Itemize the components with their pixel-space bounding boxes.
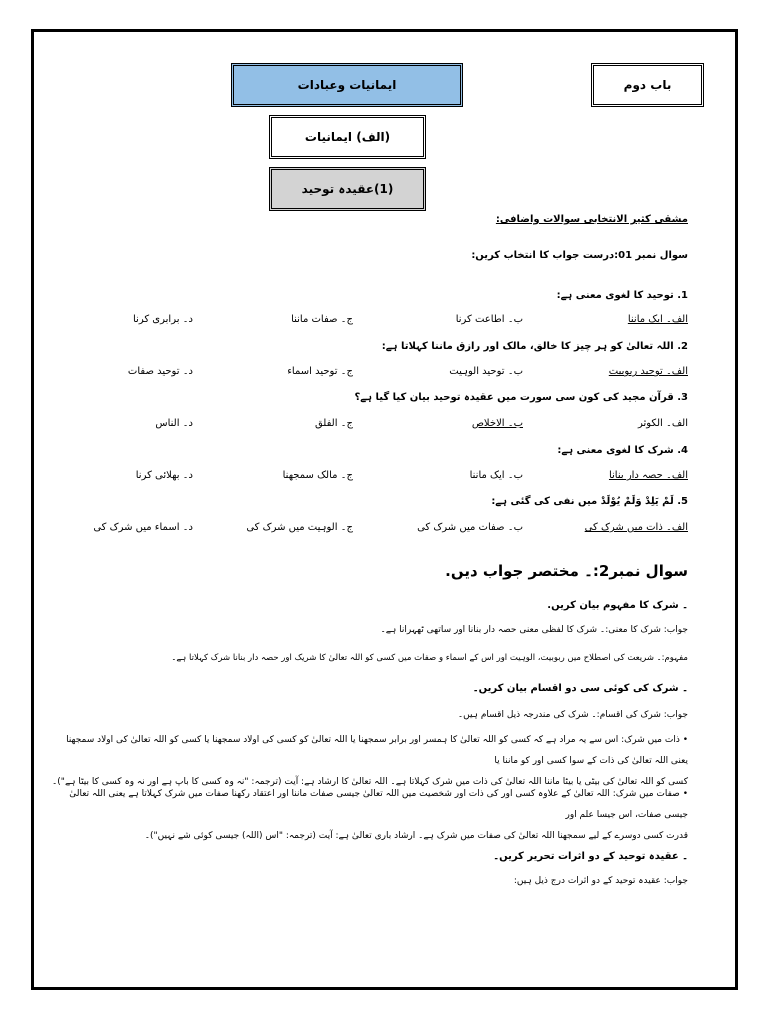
- mcq-option: الف۔ حصہ دار بنانا: [608, 470, 688, 481]
- mcq-options-row: [68, 522, 688, 538]
- short-question: ۔ شرک کا مفہوم بیان کریں.: [547, 600, 688, 611]
- mcq-option: ب۔ الاخلاص: [471, 418, 523, 429]
- topic-title: (1)عقیدہ توحید: [269, 167, 426, 211]
- q2-heading: سوال نمبر2:۔ مختصر جواب دیں.: [445, 562, 688, 580]
- mcq-question: 3. قرآن مجید کی کون سی سورت میں عقیدہ توحید بیان کیا گیا ہے؟: [354, 392, 688, 403]
- mcq-option: الف۔ ایک ماننا: [627, 314, 688, 325]
- bullet-line: • صفات میں شرک: اللہ تعالیٰ کے علاوہ کسی اور کی ذات اور شخصیت میں اللہ تعالیٰ جیسی صفات ماننا اور اعتقاد رکھنا صفات میں شرک کہلاتا ہے یعنی اللہ تعالیٰ جیسی صفات، اس جیسا علم اور: [69, 789, 688, 820]
- short-answer: جواب: شرک کی اقسام:۔ شرک کی مندرجہ ذیل اقسام ہیں۔: [457, 710, 688, 720]
- mcq-option: د۔ برابری کرنا: [133, 314, 193, 325]
- short-answer: جواب: عقیدہ توحید کے دو اثرات درج ذیل ہیں:: [513, 876, 688, 886]
- section-title: (الف) ایمانیات: [269, 115, 426, 159]
- mcq-option: ج۔ الفلق: [314, 418, 353, 429]
- mcq-option: ب۔ صفات میں شرک کی: [417, 522, 523, 533]
- mcq-option: د۔ توحید صفات: [127, 366, 193, 377]
- mcq-option: ب۔ توحید الوہیت: [449, 366, 523, 377]
- short-answer: جواب: شرک کا معنی:۔ شرک کا لفظی معنی حصہ دار بنانا اور ساتھی ٹھہرانا ہے۔: [380, 625, 688, 635]
- bullet-line: • ذات میں شرک: اس سے یہ مراد ہے کہ کسی کو اللہ تعالیٰ کا ہمسر اور برابر سمجھنا یا اللہ تعالیٰ کو کسی کی اولاد سمجھنا یا کسی کو اللہ تعالیٰ کی اولاد سمجھنا یعنی اللہ تعالیٰ کی ذات کے سوا کسی اور کو ماننا یا: [66, 735, 688, 766]
- mcq-option: الف۔ الکوثر: [637, 418, 688, 429]
- mcq-question: 2. اللہ تعالیٰ کو ہر چیز کا خالق، مالک اور رازق ماننا کہلاتا ہے:: [381, 341, 688, 352]
- mcq-option: ج۔ مالک سمجھنا: [282, 470, 353, 481]
- mcq-options-row: [68, 314, 688, 330]
- page-title: ایمانیات وعبادات: [231, 63, 463, 107]
- mcq-option: ب۔ ایک ماننا: [469, 470, 523, 481]
- mcq-options-row: [68, 366, 688, 382]
- mcq-option: ب۔ اطاعت کرنا: [455, 314, 523, 325]
- mcq-question: 1. توحید کا لغوی معنی ہے:: [556, 290, 688, 301]
- mcq-option: د۔ بھلائی کرنا: [135, 470, 193, 481]
- mcq-question: 5. لَمْ یَلِدْ وَلَمْ یُوْلَدْ میں نفی کی گئی ہے:: [491, 496, 688, 507]
- mcq-option: د۔ اسماء میں شرک کی: [93, 522, 193, 533]
- mcq-options-row: [68, 470, 688, 486]
- mcq-option: ج۔ الوہیت میں شرک کی: [246, 522, 353, 533]
- mcq-options-row: [68, 418, 688, 434]
- mcq-question: 4. شرک کا لغوی معنی ہے:: [557, 445, 688, 456]
- mcq-option: ج۔ صفات ماننا: [291, 314, 353, 325]
- mcq-option: ج۔ توحید اسماء: [287, 366, 353, 377]
- mcq-heading: مشقی کثیر الانتخابی سوالات واضافی:: [495, 214, 688, 225]
- mcq-option: الف۔ ذات میں شرک کی: [584, 522, 688, 533]
- short-answer: مفہوم:۔ شریعت کی اصطلاح میں ربوبیت، الوہیت اور اس کے اسماء و صفات میں کسی کو اللہ تعالیٰ کا شریک اور حصہ دار بنانا شرک کہلاتا ہے۔: [171, 653, 688, 663]
- bullet-line: قدرت کسی دوسرے کے لیے سمجھنا اللہ تعالیٰ کی صفات میں شرک ہے۔ ارشاد باری تعالیٰ ہے: آیت (ترجمہ: "اس (اللہ) جیسی کوئی شے نہیں")۔: [144, 831, 688, 841]
- q1-heading: سوال نمبر 01:درست جواب کا انتخاب کریں:: [471, 250, 688, 261]
- short-question: ۔ عقیدہ توحید کے دو اثرات تحریر کریں۔: [493, 851, 688, 862]
- bullet-paragraph: [48, 784, 688, 847]
- bullet-line: کسی کو اللہ تعالیٰ کی بیٹی یا بیٹا ماننا اللہ تعالیٰ کی ذات میں شرک کہلاتا ہے۔ اللہ تعالیٰ کا ارشاد ہے: آیت (ترجمہ: "نہ وہ کسی کا باپ ہے اور نہ وہ کسی کا بیٹا ہے")۔: [52, 777, 688, 787]
- chapter-label: باب دوم: [591, 63, 704, 107]
- mcq-option: الف۔ توحید ربوبیت: [608, 366, 688, 377]
- short-question: ۔ شرک کی کوئی سی دو اقسام بیان کریں۔: [472, 683, 688, 694]
- mcq-option: د۔ الناس: [155, 418, 193, 429]
